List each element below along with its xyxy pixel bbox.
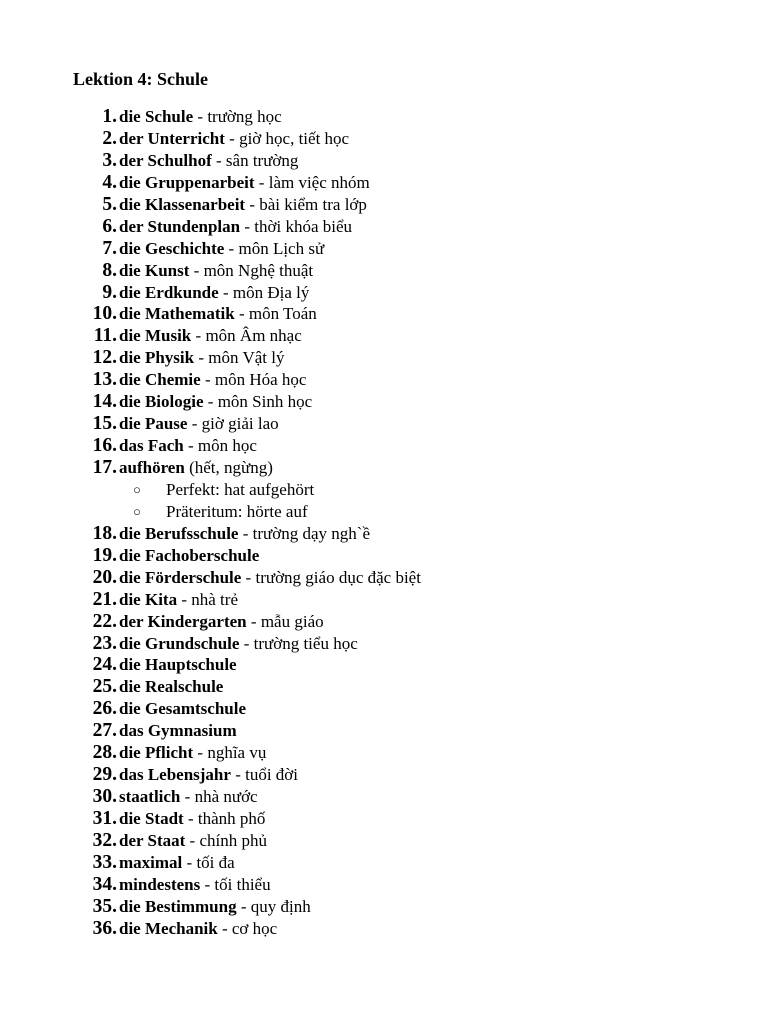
item-number: 16. bbox=[92, 435, 117, 457]
vocab-entry bbox=[119, 172, 370, 194]
vocab-entry bbox=[119, 720, 237, 742]
separator: - bbox=[177, 589, 192, 609]
vocab-item bbox=[0, 369, 768, 391]
vocab-item bbox=[0, 654, 768, 676]
separator: - bbox=[241, 567, 256, 587]
german-term: maximal bbox=[119, 852, 183, 872]
separator: - bbox=[193, 107, 208, 126]
item-number: 28. bbox=[92, 742, 117, 764]
item-number: 29. bbox=[92, 764, 117, 786]
vocab-entry bbox=[119, 874, 271, 896]
german-term: der Staat bbox=[119, 830, 186, 850]
vocab-item bbox=[0, 172, 768, 194]
separator: - bbox=[217, 918, 232, 938]
vocabulary-list bbox=[0, 106, 768, 940]
vietnamese-meaning: môn Hóa học bbox=[214, 370, 307, 390]
separator: - bbox=[246, 611, 261, 631]
vietnamese-meaning: mẫu giáo bbox=[260, 611, 324, 631]
german-term: die Gruppenarbeit bbox=[119, 172, 255, 192]
page-title: Lektion 4: Schule bbox=[73, 69, 209, 89]
separator: - bbox=[218, 282, 233, 302]
vocab-entry bbox=[119, 150, 298, 172]
separator: - bbox=[187, 414, 202, 434]
vietnamese-meaning: sân trường bbox=[225, 150, 299, 170]
vietnamese-meaning: nghĩa vụ bbox=[207, 743, 267, 763]
german-term: die Pause bbox=[119, 414, 188, 434]
vocab-item bbox=[0, 150, 768, 172]
german-term: die Geschichte bbox=[119, 238, 225, 258]
vocab-item bbox=[0, 194, 768, 216]
vietnamese-meaning: tối đa bbox=[196, 852, 235, 872]
vocab-item bbox=[0, 238, 768, 260]
sub-item-text: Perfekt: hat aufgehört bbox=[166, 479, 315, 499]
item-number: 31. bbox=[92, 808, 117, 829]
item-number: 22. bbox=[92, 610, 117, 632]
vietnamese-meaning: thời khóa biểu bbox=[254, 216, 353, 236]
vocab-entry bbox=[119, 611, 324, 633]
vocab-item bbox=[0, 303, 768, 325]
separator: - bbox=[230, 765, 246, 785]
vocab-entry bbox=[119, 742, 266, 764]
vietnamese-meaning: trường dạy ngh`ề bbox=[252, 523, 370, 543]
german-term: die Realschule bbox=[119, 677, 224, 697]
item-number: 9. bbox=[102, 281, 117, 303]
vocab-item bbox=[0, 808, 768, 830]
item-number: 24. bbox=[92, 654, 117, 676]
vietnamese-meaning: làm việc nhóm bbox=[268, 172, 370, 192]
separator: - bbox=[240, 216, 255, 236]
vocab-entry bbox=[119, 567, 421, 589]
sub-list-item bbox=[0, 501, 768, 523]
item-number: 14. bbox=[92, 391, 117, 413]
german-term: aufhören bbox=[119, 458, 185, 477]
vocab-entry bbox=[119, 830, 267, 852]
item-number: 34. bbox=[92, 873, 117, 895]
vocab-item bbox=[0, 413, 768, 435]
vocab-item bbox=[0, 282, 768, 304]
german-term: die Kunst bbox=[119, 260, 190, 280]
separator: - bbox=[183, 436, 198, 456]
german-term: die Mathematik bbox=[119, 304, 235, 324]
vocab-entry bbox=[119, 808, 265, 830]
vocab-entry bbox=[119, 545, 259, 567]
german-term: die Fachoberschule bbox=[119, 545, 260, 565]
german-term: staatlich bbox=[119, 787, 181, 807]
vietnamese-meaning: môn học bbox=[197, 436, 257, 456]
german-term: die Chemie bbox=[119, 370, 201, 390]
vietnamese-meaning: cơ học bbox=[231, 918, 278, 938]
vocab-item bbox=[0, 830, 768, 852]
separator: - bbox=[193, 743, 208, 763]
vocab-item bbox=[0, 676, 768, 698]
german-term: die Berufsschule bbox=[119, 523, 239, 543]
item-number: 6. bbox=[102, 215, 117, 237]
separator: - bbox=[224, 238, 239, 258]
vocab-entry bbox=[119, 325, 302, 347]
item-number: 19. bbox=[92, 544, 117, 566]
vocab-entry bbox=[119, 347, 284, 369]
german-term: die Erdkunde bbox=[119, 282, 219, 302]
vietnamese-meaning: trường tiểu học bbox=[253, 633, 358, 653]
german-term: der Unterricht bbox=[119, 128, 225, 148]
separator: - bbox=[211, 150, 226, 170]
item-number: 10. bbox=[92, 303, 117, 325]
vocab-entry bbox=[119, 633, 358, 655]
item-number: 36. bbox=[92, 917, 117, 939]
vocab-entry bbox=[119, 654, 237, 676]
german-term: die Stadt bbox=[119, 809, 184, 828]
vocab-entry bbox=[119, 764, 298, 786]
separator: - bbox=[234, 304, 249, 324]
vocab-entry bbox=[119, 896, 311, 918]
german-term: die Kita bbox=[119, 589, 178, 609]
german-term: die Bestimmung bbox=[119, 896, 237, 916]
separator: - bbox=[180, 787, 195, 807]
vietnamese-meaning: trường học bbox=[207, 107, 282, 126]
item-number: 20. bbox=[92, 566, 117, 588]
separator: - bbox=[236, 896, 251, 916]
vocab-item bbox=[0, 523, 768, 545]
german-term: die Förderschule bbox=[119, 567, 242, 587]
vietnamese-meaning: môn Địa lý bbox=[232, 282, 310, 302]
german-term: der Schulhof bbox=[119, 150, 212, 170]
vocab-entry bbox=[119, 391, 312, 413]
vietnamese-meaning: trường giáo dục đặc biệt bbox=[255, 567, 421, 587]
vietnamese-meaning: tuổi đời bbox=[245, 765, 299, 785]
item-number: 27. bbox=[92, 720, 117, 742]
item-number: 26. bbox=[92, 698, 117, 720]
vocab-item bbox=[0, 698, 768, 720]
item-number: 25. bbox=[92, 676, 117, 698]
vocab-entry bbox=[119, 698, 246, 720]
vocab-entry bbox=[119, 238, 324, 260]
vocab-entry bbox=[119, 106, 282, 128]
circle-bullet-icon: ○ bbox=[133, 503, 141, 519]
separator: - bbox=[191, 326, 206, 346]
item-number: 17. bbox=[92, 457, 117, 478]
item-number: 5. bbox=[102, 193, 117, 215]
item-number: 4. bbox=[102, 171, 117, 193]
vocab-entry bbox=[119, 676, 223, 698]
german-term: das Gymnasium bbox=[119, 721, 237, 741]
vietnamese-meaning: tối thiểu bbox=[214, 874, 271, 894]
item-number: 18. bbox=[92, 522, 117, 544]
vocab-item bbox=[0, 545, 768, 567]
vocab-item bbox=[0, 633, 768, 655]
item-number: 32. bbox=[92, 829, 117, 851]
vocab-item bbox=[0, 128, 768, 150]
sub-list-item bbox=[0, 479, 768, 501]
vocab-item bbox=[0, 918, 768, 940]
separator: - bbox=[200, 874, 215, 894]
vocab-entry bbox=[119, 457, 273, 479]
vocab-item bbox=[0, 391, 768, 413]
vocab-item bbox=[0, 457, 768, 479]
separator: - bbox=[200, 370, 215, 390]
vocab-item bbox=[0, 216, 768, 238]
vocab-item bbox=[0, 611, 768, 633]
vietnamese-meaning: môn Sinh học bbox=[217, 392, 313, 412]
vocab-entry bbox=[119, 128, 349, 150]
vocab-item bbox=[0, 764, 768, 786]
vocab-entry bbox=[119, 435, 257, 457]
item-number: 7. bbox=[102, 237, 117, 259]
german-term: die Biologie bbox=[119, 392, 204, 412]
vocab-entry bbox=[119, 194, 367, 216]
vocab-entry bbox=[119, 369, 306, 391]
german-term: die Hauptschule bbox=[119, 655, 237, 675]
vocab-item bbox=[0, 325, 768, 347]
vocab-item bbox=[0, 742, 768, 764]
item-number: 12. bbox=[92, 347, 117, 369]
vocab-item bbox=[0, 567, 768, 589]
vietnamese-meaning: thành phố bbox=[197, 809, 266, 828]
german-term: der Stundenplan bbox=[119, 216, 241, 236]
vietnamese-meaning: môn Vật lý bbox=[208, 348, 285, 368]
separator: - bbox=[183, 809, 198, 828]
german-term: der Kindergarten bbox=[119, 611, 247, 631]
sub-item-text: Präteritum: hörte auf bbox=[166, 501, 308, 521]
separator: - bbox=[239, 633, 254, 653]
item-number: 21. bbox=[92, 588, 117, 610]
vocab-item bbox=[0, 786, 768, 808]
german-term: die Mechanik bbox=[119, 918, 218, 938]
item-number: 11. bbox=[93, 325, 117, 347]
separator: - bbox=[194, 348, 209, 368]
vocab-item bbox=[0, 589, 768, 611]
vocab-item bbox=[0, 347, 768, 369]
german-term: die Physik bbox=[119, 348, 195, 368]
vocab-item bbox=[0, 260, 768, 282]
vietnamese-meaning: môn Nghệ thuật bbox=[203, 260, 314, 280]
separator: - bbox=[224, 128, 240, 148]
item-number: 15. bbox=[92, 413, 117, 435]
vietnamese-meaning: môn Âm nhạc bbox=[205, 326, 302, 346]
vietnamese-meaning: chính phủ bbox=[199, 830, 267, 850]
item-number: 8. bbox=[102, 259, 117, 281]
vocab-entry bbox=[119, 260, 313, 282]
vocab-entry bbox=[119, 413, 279, 435]
vietnamese-meaning: nhà trẻ bbox=[191, 589, 238, 609]
german-term: mindestens bbox=[119, 874, 201, 894]
vietnamese-meaning: bài kiểm tra lớp bbox=[259, 194, 367, 214]
vietnamese-meaning: quy định bbox=[250, 896, 311, 916]
item-number: 30. bbox=[92, 786, 117, 808]
item-number: 2. bbox=[102, 127, 117, 149]
vietnamese-meaning: môn Toán bbox=[248, 304, 317, 324]
german-term: das Lebensjahr bbox=[119, 765, 231, 785]
item-number: 3. bbox=[102, 149, 117, 171]
vocab-entry bbox=[119, 918, 277, 940]
vietnamese-meaning: giờ giải lao bbox=[201, 414, 279, 434]
vocab-entry bbox=[119, 786, 258, 808]
vocab-item bbox=[0, 896, 768, 918]
vocab-entry bbox=[119, 523, 370, 545]
german-term: die Musik bbox=[119, 326, 192, 346]
vocab-item bbox=[0, 106, 768, 128]
separator: - bbox=[254, 172, 269, 192]
separator: - bbox=[182, 852, 197, 872]
separator: - bbox=[203, 392, 218, 412]
separator: - bbox=[189, 260, 204, 280]
vietnamese-meaning: (hết, ngừng) bbox=[189, 458, 273, 477]
vocab-entry bbox=[119, 303, 317, 325]
vietnamese-meaning: nhà nước bbox=[194, 787, 258, 807]
german-term: die Pflicht bbox=[119, 743, 194, 763]
german-term: die Klassenarbeit bbox=[119, 194, 246, 214]
german-term: das Fach bbox=[119, 436, 184, 456]
circle-bullet-icon: ○ bbox=[133, 481, 141, 497]
vocab-entry bbox=[119, 852, 235, 874]
vocab-item bbox=[0, 852, 768, 874]
separator: - bbox=[185, 830, 200, 850]
item-number: 33. bbox=[92, 851, 117, 873]
vietnamese-meaning: môn Lịch sử bbox=[238, 238, 325, 258]
separator: - bbox=[245, 194, 260, 214]
vocab-item bbox=[0, 720, 768, 742]
vietnamese-meaning: giờ học, tiết học bbox=[239, 128, 350, 148]
item-number: 35. bbox=[92, 895, 117, 917]
vocab-entry bbox=[119, 282, 309, 304]
item-number: 23. bbox=[92, 632, 117, 654]
german-term: die Gesamtschule bbox=[119, 699, 247, 719]
vocab-entry bbox=[119, 216, 352, 238]
separator: - bbox=[238, 523, 253, 543]
german-term: die Schule bbox=[119, 107, 194, 126]
vocab-entry bbox=[119, 589, 238, 611]
item-number: 13. bbox=[92, 369, 117, 391]
item-number: 1. bbox=[102, 106, 117, 127]
vocab-item bbox=[0, 435, 768, 457]
vocab-item bbox=[0, 874, 768, 896]
german-term: die Grundschule bbox=[119, 633, 240, 653]
